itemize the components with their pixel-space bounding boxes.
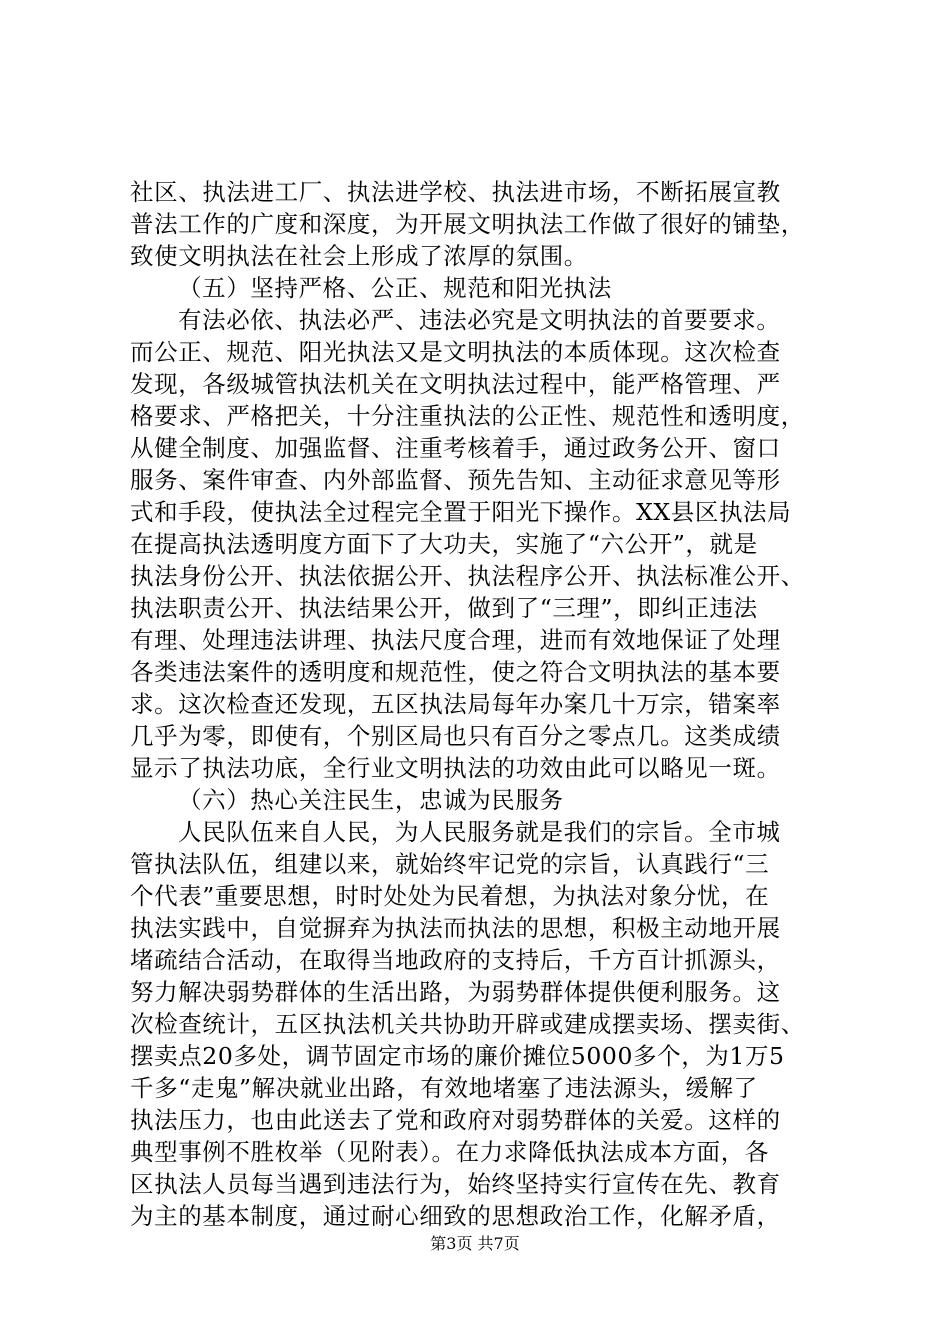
text-line: 格要求、严格把关，十分注重执法的公正性、规范性和透明度，	[130, 402, 805, 430]
text-line: 而公正、规范、阳光执法又是文明执法的本质体现。这次检查	[130, 338, 781, 366]
text-line: 典型事例不胜枚举（见附表）。在力求降低执法成本方面，各	[130, 1138, 769, 1166]
text-line: 社区、执法进工厂、执法进学校、执法进市场，不断拓展宣教	[130, 178, 781, 206]
text-line: 区执法人员每当遇到违法行为，始终坚持实行宣传在先、教育	[130, 1170, 781, 1198]
text-line: 执法压力，也由此送去了党和政府对弱势群体的关爱。这样的	[130, 1106, 781, 1134]
text-line: 有理、处理违法讲理、执法尺度合理，进而有效地保证了处理	[130, 626, 781, 654]
section-heading-6: （六）热心关注民生，忠诚为民服务	[178, 786, 564, 814]
text-line: 为主的基本制度，通过耐心细致的思想政治工作，化解矛盾，	[130, 1202, 781, 1230]
text-line: 管执法队伍，组建以来，就始终牢记党的宗旨，认真践行“三	[130, 850, 770, 878]
text-line: 次检查统计，五区执法机关共协助开辟或建成摆卖场、摆卖街、	[130, 1010, 805, 1038]
page-footer: 第3页 共7页	[430, 1234, 520, 1253]
paragraph-start: 有法必依、执法必严、违法必究是文明执法的首要要求。	[178, 306, 781, 334]
text-line: 努力解决弱势群体的生活出路，为弱势群体提供便利服务。这	[130, 978, 781, 1006]
text-line: 致使文明执法在社会上形成了浓厚的氛围。	[130, 242, 588, 270]
text-line: 求。这次检查还发现，五区执法局每年办案几十万宗，错案率	[130, 690, 781, 718]
section-heading-5: （五）坚持严格、公正、规范和阳光执法	[178, 274, 612, 302]
text-line: 各类违法案件的透明度和规范性，使之符合文明执法的基本要	[130, 658, 781, 686]
text-line: 几乎为零，即使有，个别区局也只有百分之零点几。这类成绩	[130, 722, 781, 750]
text-line: 个代表”重要思想，时时处处为民着想，为执法对象分忧，在	[130, 882, 770, 910]
text-line: 显示了执法功底，全行业文明执法的功效由此可以略见一斑。	[130, 754, 781, 782]
text-line: 堵疏结合活动，在取得当地政府的支持后，千方百计抓源头，	[130, 946, 781, 974]
text-line: 执法实践中，自觉摒弃为执法而执法的思想，积极主动地开展	[130, 914, 781, 942]
text-line: 从健全制度、加强监督、注重考核着手，通过政务公开、窗口	[130, 434, 781, 462]
text-line: 在提高执法透明度方面下了大功夫，实施了“六公开”，就是	[130, 530, 758, 558]
text-line: 发现，各级城管执法机关在文明执法过程中，能严格管理、严	[130, 370, 781, 398]
paragraph-start: 人民队伍来自人民，为人民服务就是我们的宗旨。全市城	[178, 818, 781, 846]
text-line: 式和手段，使执法全过程完全置于阳光下操作。XX县区执法局	[130, 498, 792, 526]
text-line: 摆卖点20多处，调节固定市场的廉价摊位5000多个，为1万5	[130, 1042, 785, 1070]
text-line: 千多“走鬼”解决就业出路，有效地堵塞了违法源头，缓解了	[130, 1074, 758, 1102]
text-line: 服务、案件审查、内外部监督、预先告知、主动征求意见等形	[130, 466, 781, 494]
text-line: 执法职责公开、执法结果公开，做到了“三理”，即纠正违法	[130, 594, 758, 622]
text-line: 执法身份公开、执法依据公开、执法程序公开、执法标准公开、	[130, 562, 805, 590]
text-line: 普法工作的广度和深度，为开展文明执法工作做了很好的铺垫，	[130, 210, 805, 238]
